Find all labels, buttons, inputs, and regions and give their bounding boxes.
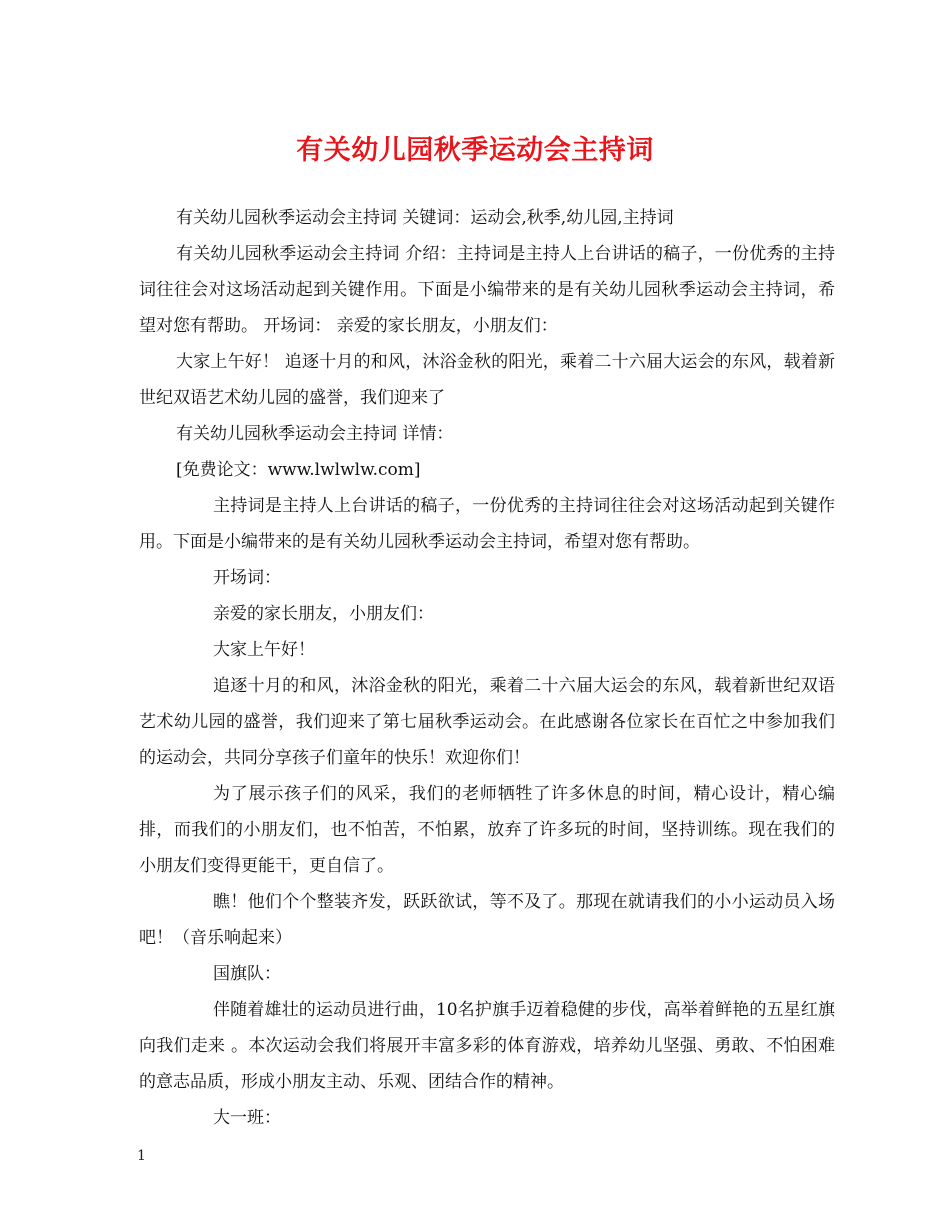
class-heading: 大一班： — [213, 1108, 281, 1128]
body-paragraph-3: 为了展示孩子们的风采，我们的老师牺牲了许多休息的时间，精心设计，精心编排，而我们的小朋友们，也不怕苦，不怕累，放弃了许多玩的时间，坚持训练。现在我们的小朋友们变得更能干，更自信了。 — [139, 784, 835, 876]
document-body — [139, 200, 835, 1136]
document-title: 有关幼儿园秋季运动会主持词 — [296, 135, 654, 166]
body-paragraph-5: 伴随着雄壮的运动员进行曲，10名护旗手迈着稳健的步伐，高举着鲜艳的五星红旗向我们走来 。本次运动会我们将展开丰富多彩的体育游戏，培养幼儿坚强、勇敢、不怕困难的意志品质，形成小朋友主动、乐观、团结合作的精神。 — [139, 1000, 835, 1092]
greeting-line: 亲爱的家长朋友，小朋友们： — [213, 604, 434, 624]
intro-continuation: 大家上午好！ 追逐十月的和风，沐浴金秋的阳光，乘着二十六届大运会的东风，载着新世纪双语艺术幼儿园的盛誉，我们迎来了 — [139, 352, 835, 408]
flag-team-heading: 国旗队： — [213, 964, 281, 984]
keywords-line: 有关幼儿园秋季运动会主持词 关键词：运动会,秋季,幼儿园,主持词 — [176, 208, 674, 228]
opening-heading: 开场词： — [213, 568, 281, 588]
body-paragraph-1: 主持词是主持人上台讲话的稿子，一份优秀的主持词往往会对这场活动起到关键作用。下面是小编带来的是有关幼儿园秋季运动会主持词，希望对您有帮助。 — [139, 496, 835, 552]
details-line: 有关幼儿园秋季运动会主持词 详情： — [176, 424, 454, 444]
intro-paragraph: 有关幼儿园秋季运动会主持词 介绍：主持词是主持人上台讲话的稿子，一份优秀的主持词往往会对这场活动起到关键作用。下面是小编带来的是有关幼儿园秋季运动会主持词，希望对您有帮助。 开场词： 亲爱的家长朋友，小朋友们： — [139, 244, 835, 336]
good-morning-line: 大家上午好！ — [213, 640, 315, 660]
page-number: 1 — [137, 1148, 146, 1164]
body-paragraph-2: 追逐十月的和风，沐浴金秋的阳光，乘着二十六届大运会的东风，载着新世纪双语艺术幼儿园的盛誉，我们迎来了第七届秋季运动会。在此感谢各位家长在百忙之中参加我们的运动会，共同分享孩子们童年的快乐！欢迎你们！ — [139, 676, 835, 768]
source-line: [免费论文：www.lwlwlw.com] — [176, 460, 421, 480]
body-paragraph-4: 瞧！他们个个整装齐发，跃跃欲试，等不及了。那现在就请我们的小小运动员入场吧！（音乐响起来） — [139, 892, 835, 948]
